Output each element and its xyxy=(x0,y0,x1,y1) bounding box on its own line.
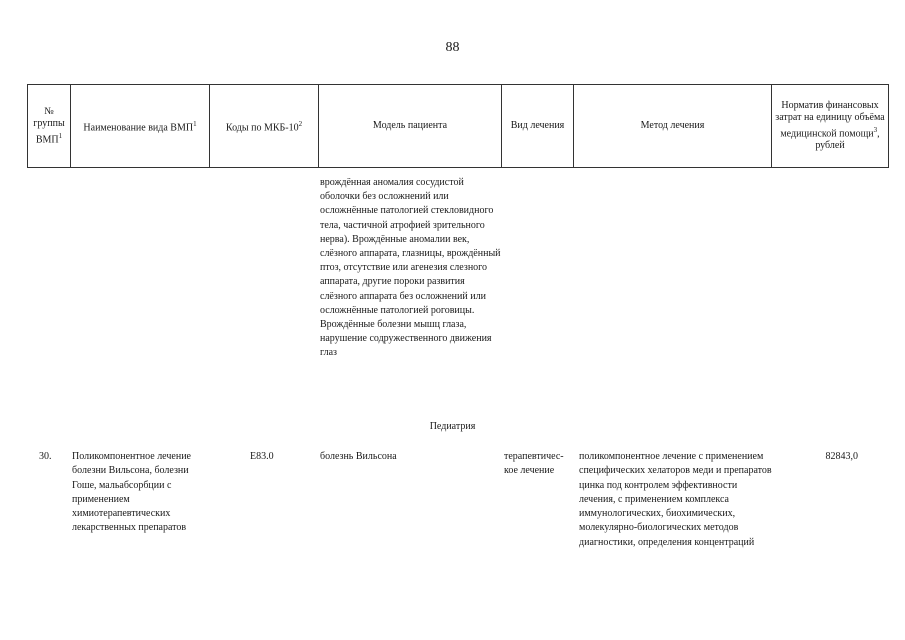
footnote-ref: 1 xyxy=(193,119,197,128)
header-group-number xyxy=(28,85,71,168)
header-vmp-name xyxy=(71,85,210,168)
header-cost-norm-unit: , рублей xyxy=(815,128,880,152)
header-icd-codes xyxy=(210,85,319,168)
header-cost-norm xyxy=(772,85,889,168)
row-treatment-type: терапевтичес-кое лечение xyxy=(504,451,564,477)
header-treatment-method: Метод лечения xyxy=(574,85,772,168)
row-patient-model: болезнь Вильсона xyxy=(320,451,397,462)
header-vmp-name-label: Наименование вида ВМП xyxy=(83,122,194,134)
header-icd-codes-label: Коды по МКБ-10 xyxy=(225,122,299,134)
header-cost-norm-label: Норматив финансовых затрат на единицу объёма медицинской помощи xyxy=(775,99,885,140)
table-header xyxy=(27,84,889,168)
header-treatment-type: Вид лечения xyxy=(502,85,574,168)
footnote-ref: 2 xyxy=(298,119,303,128)
footnote-ref: 1 xyxy=(58,131,63,140)
row-treatment-method: поликомпонентное лечение с применением специфических хелаторов меди и препаратов цинка под контролем эффективности лечения, с применением комплекса иммунологических, биохимических, молекулярно-биологических методов диагностики, определения концентраций xyxy=(579,451,772,548)
patient-model-continuation: врождённая аномалия сосудистой оболочки без осложнений или осложнённые патологией стекловидного тела, частичной атрофией зрительного нерва). Врождённые аномалии век, слёзного аппарата, глазницы, врождённый птоз, отсутствие или агенезия слезного аппарата, другие пороки развития слёзного аппарата без осложнений или осложнённые патологией роговицы. Врождённые болезни мышц глаза, нарушение содружественного движения глаз xyxy=(320,177,501,359)
row-icd-code: E83.0 xyxy=(250,451,274,462)
row-vmp-name: Поликомпонентное лечение болезни Вильсона, болезни Гоше, мальабсорбции с применением химиотерапевтических лекарственных препаратов xyxy=(72,451,191,534)
page-number: 88 xyxy=(445,40,460,55)
section-title: Педиатрия xyxy=(429,421,476,432)
footnote-ref: 3 xyxy=(873,125,878,134)
header-group-number-label: № группы ВМП xyxy=(33,105,65,146)
row-group-number: 30. xyxy=(39,451,52,462)
row-cost-norm: 82843,0 xyxy=(825,451,858,462)
header-patient-model: Модель пациента xyxy=(319,85,502,168)
